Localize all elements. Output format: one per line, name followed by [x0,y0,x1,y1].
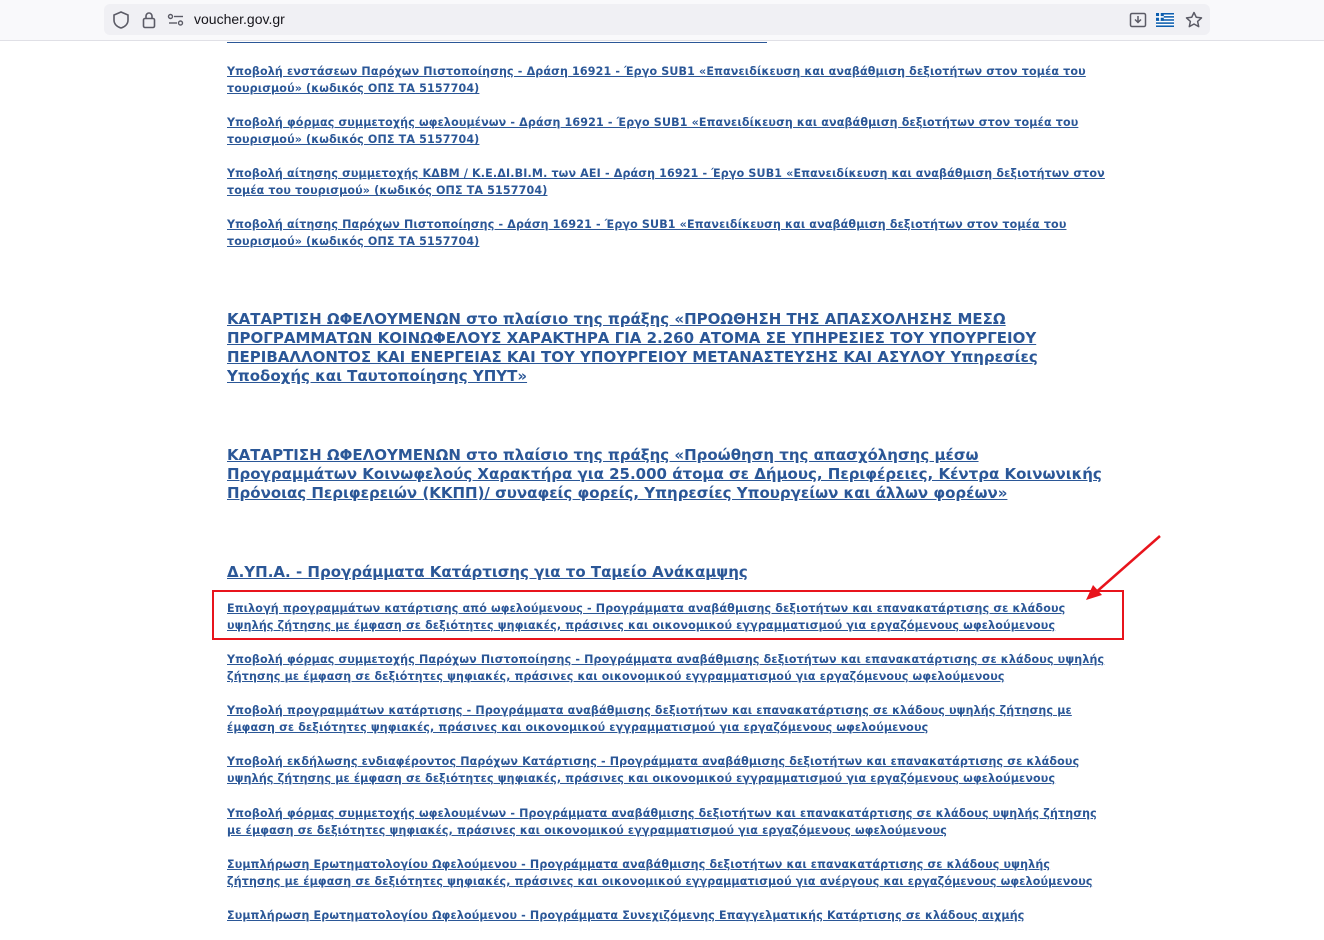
greek-flag-icon[interactable] [1156,10,1176,30]
link-certification-provider-form[interactable]: Υποβολή φόρμας συμμετοχής Παρόχων Πιστοποίησης - Προγράμματα αναβάθμισης δεξιοτήτων και επανακατάρτισης σε κλάδους υψηλής ζήτησης με έμφαση σε δεξιότητες ψηφιακές, πράσινες και οικονομικού εγγραμματισμού για εργαζόμενους ωφελούμενους [227,653,1105,683]
link-select-training-programs[interactable]: Επιλογή προγραμμάτων κατάρτισης από ωφελούμενους - Προγράμματα αναβάθμισης δεξιοτήτων και επανακατάρτισης σε κλάδους υψηλής ζήτησης με έμφαση σε δεξιότητες ψηφιακές, πράσινες και οικονομικού εγγραμματισμού για εργαζόμενους ωφελούμενους [227,602,1066,632]
clipped-link-underline [227,40,767,43]
link-certification-objections[interactable]: Υποβολή ενστάσεων Παρόχων Πιστοποίησης - Δράση 16921 - Έργο SUB1 «Επανειδίκευση και αναβάθμιση δεξιοτήτων στον τομέα του τουρισμού» (κωδικός ΟΠΣ ΤΑ 5157704) [227,65,1086,95]
highlight-annotation-box [212,590,1124,640]
link-training-provider-interest[interactable]: Υποβολή εκδήλωσης ενδιαφέροντος Παρόχων Κατάρτισης - Προγράμματα αναβάθμισης δεξιοτήτων και επανακατάρτισης σε κλάδους υψηλής ζήτησης με έμφαση σε δεξιότητες ψηφιακές, πράσινες και οικονομικού εγγραμματισμού για εργαζόμενους ωφελούμενους [227,755,1080,785]
link-submit-training-programs[interactable]: Υποβολή προγραμμάτων κατάρτισης - Προγράμματα αναβάθμισης δεξιοτήτων και επανακατάρτισης σε κλάδους υψηλής ζήτησης με έμφαση σε δεξιότητες ψηφιακές, πράσινες και οικονομικού εγγραμματισμού για εργαζόμενους ωφελούμενους [227,704,1072,734]
link-beneficiary-participation-form[interactable]: Υποβολή φόρμας συμμετοχής ωφελουμένων - Προγράμματα αναβάθμισης δεξιοτήτων και επανακατάρτισης σε κλάδους υψηλής ζήτησης με έμφαση σε δεξιότητες ψηφιακές, πράσινες και οικονομικού εγγραμματισμού για εργαζόμενους ωφελούμενους [227,807,1097,837]
heading-25000-training[interactable]: ΚΑΤΑΡΤΙΣΗ ΩΦΕΛΟΥΜΕΝΩΝ στο πλαίσιο της πράξης «Προώθηση της απασχόλησης μέσω Προγραμμάτων Κοινωφελούς Χαρακτήρα για 25.000 άτομα σε Δήμους, Περιφέρειες, Κέντρα Κοινωνικής Πρόνοιας Περιφερειών (ΚΚΠΠ)/ συναφείς φορείς, Υπηρεσίες Υπουργείων και άλλων φορέων» [227,446,1102,502]
heading-ypyt-training[interactable]: ΚΑΤΑΡΤΙΣΗ ΩΦΕΛΟΥΜΕΝΩΝ στο πλαίσιο της πράξης «ΠΡΟΩΘΗΣΗ ΤΗΣ ΑΠΑΣΧΟΛΗΣΗΣ ΜΕΣΩ ΠΡΟΓΡΑΜΜΑΤΩΝ ΚΟΙΝΩΦΕΛΟΥΣ ΧΑΡΑΚΤΗΡΑ ΓΙΑ 2.260 ΑΤΟΜΑ ΣΕ ΥΠΗΡΕΣΙΕΣ ΤΟΥ ΥΠΟΥΡΓΕΙΟΥ ΠΕΡΙΒΑΛΛΟΝΤΟΣ ΚΑΙ ΕΝΕΡΓΕΙΑΣ ΚΑΙ ΤΟΥ ΥΠΟΥΡΓΕΙΟΥ ΜΕΤΑΝΑΣΤΕΥΣΗΣ ΚΑΙ ΑΣΥΛΟΥ Υπηρεσίες Υποδοχής και Ταυτοποίησης ΥΠΥΤ» [227,310,1038,385]
link-kdvm-application[interactable]: Υποβολή αίτησης συμμετοχής ΚΔΒΜ / Κ.Ε.ΔΙ.ΒΙ.Μ. των ΑΕΙ - Δράση 16921 - Έργο SUB1 «Επανειδίκευση και αναβάθμιση δεξιοτήτων στον τομέα του τουρισμού» (κωδικός ΟΠΣ ΤΑ 5157704) [227,167,1105,197]
browser-toolbar [0,0,1324,41]
link-questionnaire-continuing-training[interactable]: Συμπλήρωση Ερωτηματολογίου Ωφελούμενου - Προγράμματα Συνεχιζόμενης Επαγγελματικής Κατάρτισης σε κλάδους αιχμής [227,909,1025,922]
site-permissions-icon[interactable] [166,10,186,30]
bookmark-star-icon[interactable] [1184,10,1204,30]
link-beneficiary-form[interactable]: Υποβολή φόρμας συμμετοχής ωφελουμένων - Δράση 16921 - Έργο SUB1 «Επανειδίκευση και αναβάθμιση δεξιοτήτων στον τομέα του τουρισμού» (κωδικός ΟΠΣ ΤΑ 5157704) [227,116,1079,146]
download-icon[interactable] [1128,10,1148,30]
shield-icon[interactable] [112,10,132,30]
heading-dypa-recovery[interactable]: Δ.ΥΠ.Α. - Προγράμματα Κατάρτισης για το Ταμείο Ανάκαμψης [227,563,748,581]
link-questionnaire-unemployed-employed[interactable]: Συμπλήρωση Ερωτηματολογίου Ωφελούμενου - Προγράμματα αναβάθμισης δεξιοτήτων και επανακατάρτισης σε κλάδους υψηλής ζήτησης με έμφαση σε δεξιότητες ψηφιακές, πράσινες και οικονομικού εγγραμματισμού για ανέργους και εργαζόμενους ωφελούμενους [227,858,1093,888]
annotation-arrow-icon [1080,530,1170,610]
url-text[interactable]: voucher.gov.gr [194,11,285,27]
url-bar[interactable] [104,4,1210,35]
lock-icon[interactable] [140,10,160,30]
link-certification-provider-application[interactable]: Υποβολή αίτησης Παρόχων Πιστοποίησης - Δράση 16921 - Έργο SUB1 «Επανειδίκευση και αναβάθμιση δεξιοτήτων στον τομέα του τουρισμού» (κωδικός ΟΠΣ ΤΑ 5157704) [227,218,1067,248]
